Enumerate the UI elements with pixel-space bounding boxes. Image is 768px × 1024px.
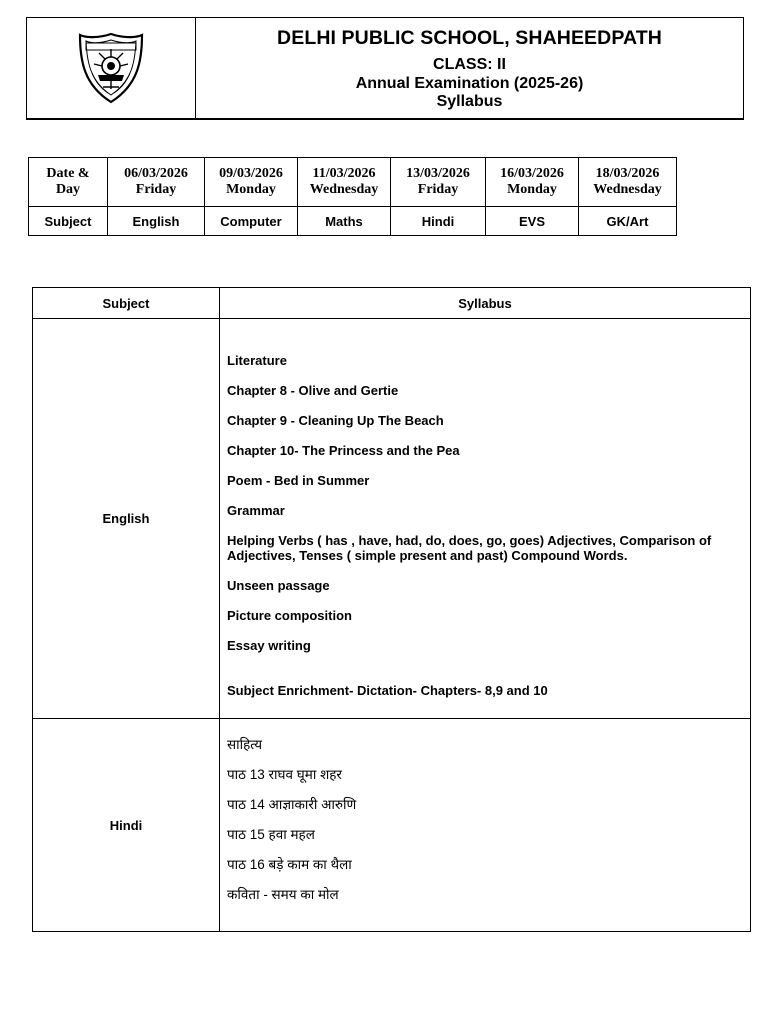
syllabus-item: Literature xyxy=(227,353,287,368)
date-cell: 06/03/2026 Friday xyxy=(108,158,205,207)
subject-row xyxy=(29,207,677,236)
document-header xyxy=(26,17,744,120)
subject-cell: English xyxy=(108,207,205,236)
exam-title: Annual Examination (2025-26) xyxy=(355,75,584,92)
header-syllabus: Syllabus xyxy=(220,288,751,319)
school-name: DELHI PUBLIC SCHOOL, SHAHEEDPATH xyxy=(277,27,662,49)
syllabus-item: Unseen passage xyxy=(227,578,330,593)
school-crest-logo xyxy=(76,31,146,105)
date-cell: 11/03/2026 Wednesday xyxy=(298,158,391,207)
hindi-row xyxy=(33,719,751,932)
date-day-label: Date & Day xyxy=(29,158,108,207)
english-subject: English xyxy=(33,319,220,719)
syllabus-item: साहित्य xyxy=(227,737,263,752)
date-cell: 16/03/2026 Monday xyxy=(486,158,579,207)
hindi-subject: Hindi xyxy=(33,719,220,932)
class-label: CLASS: II xyxy=(433,56,506,73)
syllabus-item: Chapter 9 - Cleaning Up The Beach xyxy=(227,413,444,428)
date-cell: 13/03/2026 Friday xyxy=(391,158,486,207)
title-block xyxy=(196,18,743,118)
subject-cell: Computer xyxy=(205,207,298,236)
date-cell: 18/03/2026 Wednesday xyxy=(579,158,677,207)
syllabus-item: पाठ 13 राघव घूमा शहर xyxy=(227,767,342,782)
syllabus-header-row xyxy=(33,288,751,319)
syllabus-item: कविता - समय का मोल xyxy=(227,887,339,902)
header-subject: Subject xyxy=(33,288,220,319)
english-syllabus xyxy=(220,319,751,719)
syllabus-item: पाठ 16 बड़े काम का थैला xyxy=(227,857,352,872)
subject-cell: EVS xyxy=(486,207,579,236)
subject-cell: Maths xyxy=(298,207,391,236)
subject-cell: GK/Art xyxy=(579,207,677,236)
syllabus-title: Syllabus xyxy=(436,93,503,110)
datesheet-table xyxy=(28,157,677,236)
syllabus-item: Essay writing xyxy=(227,638,311,653)
subject-cell: Hindi xyxy=(391,207,486,236)
date-cell: 09/03/2026 Monday xyxy=(205,158,298,207)
syllabus-item: Helping Verbs ( has , have, had, do, does, go, goes) Adjectives, Comparison of Adjectives, Tenses ( simple present and past) Compound Words. xyxy=(227,533,712,563)
hindi-syllabus xyxy=(220,719,751,932)
syllabus-item: Chapter 10- The Princess and the Pea xyxy=(227,443,460,458)
enrichment-item: Subject Enrichment- Dictation- Chapters- 8,9 and 10 xyxy=(227,683,548,698)
syllabus-table xyxy=(32,287,751,932)
syllabus-item: Grammar xyxy=(227,503,285,518)
subject-label: Subject xyxy=(29,207,108,236)
syllabus-item: पाठ 15 हवा महल xyxy=(227,827,315,842)
date-row xyxy=(29,158,677,207)
logo-cell xyxy=(27,18,196,118)
syllabus-item: पाठ 14 आज्ञाकारी आरुणि xyxy=(227,797,357,812)
syllabus-item: Picture composition xyxy=(227,608,352,623)
syllabus-item: Chapter 8 - Olive and Gertie xyxy=(227,383,399,398)
english-row xyxy=(33,319,751,719)
syllabus-item: Poem - Bed in Summer xyxy=(227,473,370,488)
